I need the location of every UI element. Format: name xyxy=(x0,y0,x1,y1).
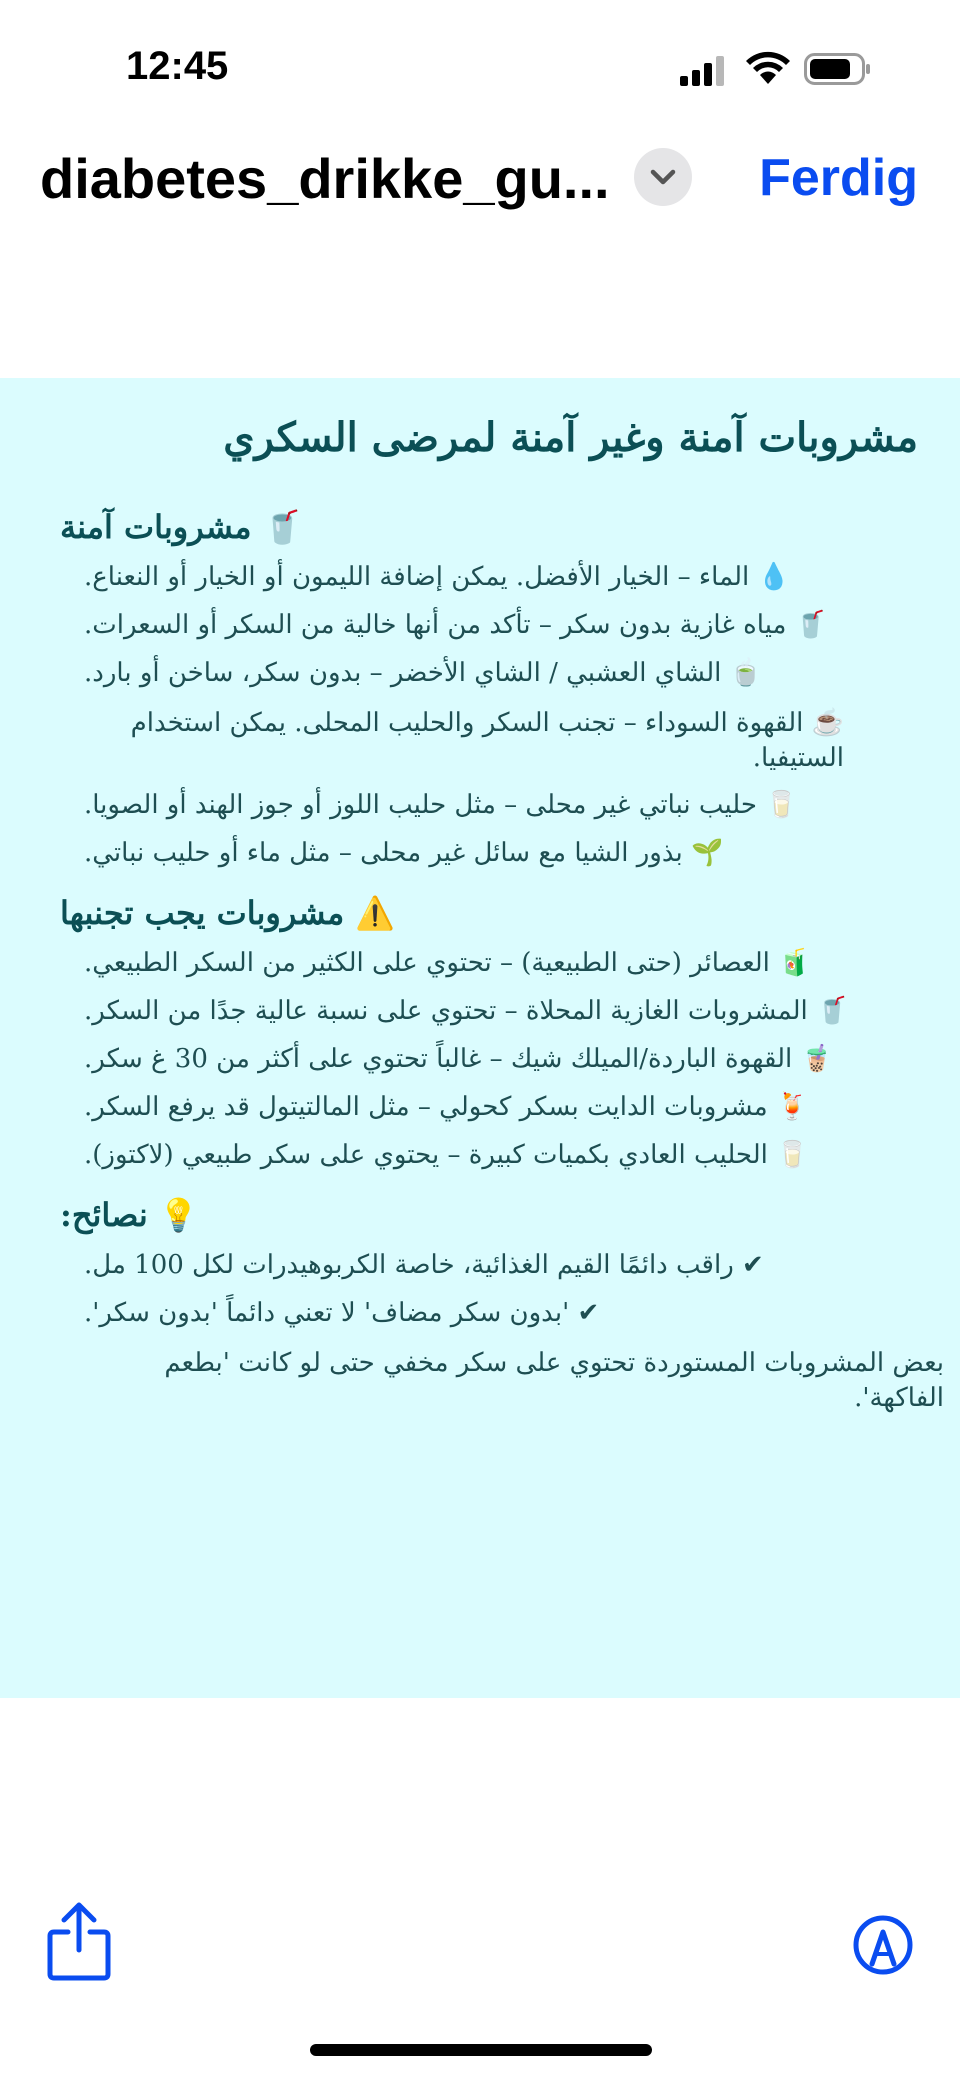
markup-icon[interactable] xyxy=(852,1914,914,1976)
status-time: 12:45 xyxy=(126,44,229,88)
list-item: ✔ راقب دائمًا القيم الغذائية، خاصة الكربوهيدرات لكل 100 مل. xyxy=(84,1250,764,1280)
cellular-signal-icon xyxy=(680,56,728,86)
document-title[interactable]: diabetes_drikke_gu... xyxy=(40,147,610,210)
page-title: مشروبات آمنة وغير آمنة لمرضى السكري xyxy=(223,414,918,461)
list-item: 💧 الماء – الخيار الأفضل. يمكن إضافة الليمون أو الخيار أو النعناع. xyxy=(84,562,790,592)
section-title-tips: 💡 نصائح: xyxy=(60,1196,199,1234)
share-icon[interactable] xyxy=(46,1900,112,1982)
section-title-avoid: ⚠️ مشروبات يجب تجنبها xyxy=(60,894,396,932)
list-item: 🥤 مياه غازية بدون سكر – تأكد من أنها خالية من السكر أو السعرات. xyxy=(84,610,828,640)
document-page xyxy=(0,378,960,1698)
done-button[interactable]: Ferdig xyxy=(759,149,918,207)
list-item: 🌱 بذور الشيا مع سائل غير محلى – مثل ماء أو حليب نباتي. xyxy=(84,838,724,868)
wifi-icon xyxy=(746,50,790,86)
nav-bar xyxy=(0,140,960,270)
status-bar xyxy=(0,0,960,140)
list-item: بعض المشروبات المستوردة تحتوي على سكر مخفي حتى لو كانت 'بطعم الفاكهة'. xyxy=(164,1348,944,1413)
battery-icon xyxy=(804,53,872,85)
list-item: 🧃 العصائر (حتى الطبيعية) – تحتوي على الكثير من السكر الطبيعي. xyxy=(84,948,811,978)
chevron-down-icon xyxy=(648,164,678,190)
list-item: ☕ القهوة السوداء – تجنب السكر والحليب المحلى. يمكن استخدام الستيفيا. xyxy=(130,708,844,773)
list-item: 🍹 مشروبات الدايت بسكر كحولي – مثل المالتيتول قد يرفع السكر. xyxy=(84,1092,809,1122)
section-title-safe: 🥤 مشروبات آمنة xyxy=(60,508,303,546)
home-indicator[interactable] xyxy=(310,2044,652,2056)
list-item: 🥛 حليب نباتي غير محلى – مثل حليب اللوز أو جوز الهند أو الصويا. xyxy=(84,790,798,820)
list-item: 🥤 المشروبات الغازية المحلاة – تحتوي على نسبة عالية جدًا من السكر. xyxy=(84,996,849,1026)
list-item: 🥛 الحليب العادي بكميات كبيرة – يحتوي على سكر طبيعي (لاكتوز). xyxy=(84,1140,809,1170)
title-menu-button[interactable] xyxy=(634,148,692,206)
list-item: 🧋 القهوة الباردة/الميلك شيك – غالباً تحتوي على أكثر من 30 غ سكر. xyxy=(84,1044,833,1074)
list-item: ✔ 'بدون سكر مضاف' لا تعني دائماً 'بدون سكر'. xyxy=(84,1298,600,1328)
list-item: 🍵 الشاي العشبي / الشاي الأخضر – بدون سكر، ساخن أو بارد. xyxy=(84,658,763,688)
